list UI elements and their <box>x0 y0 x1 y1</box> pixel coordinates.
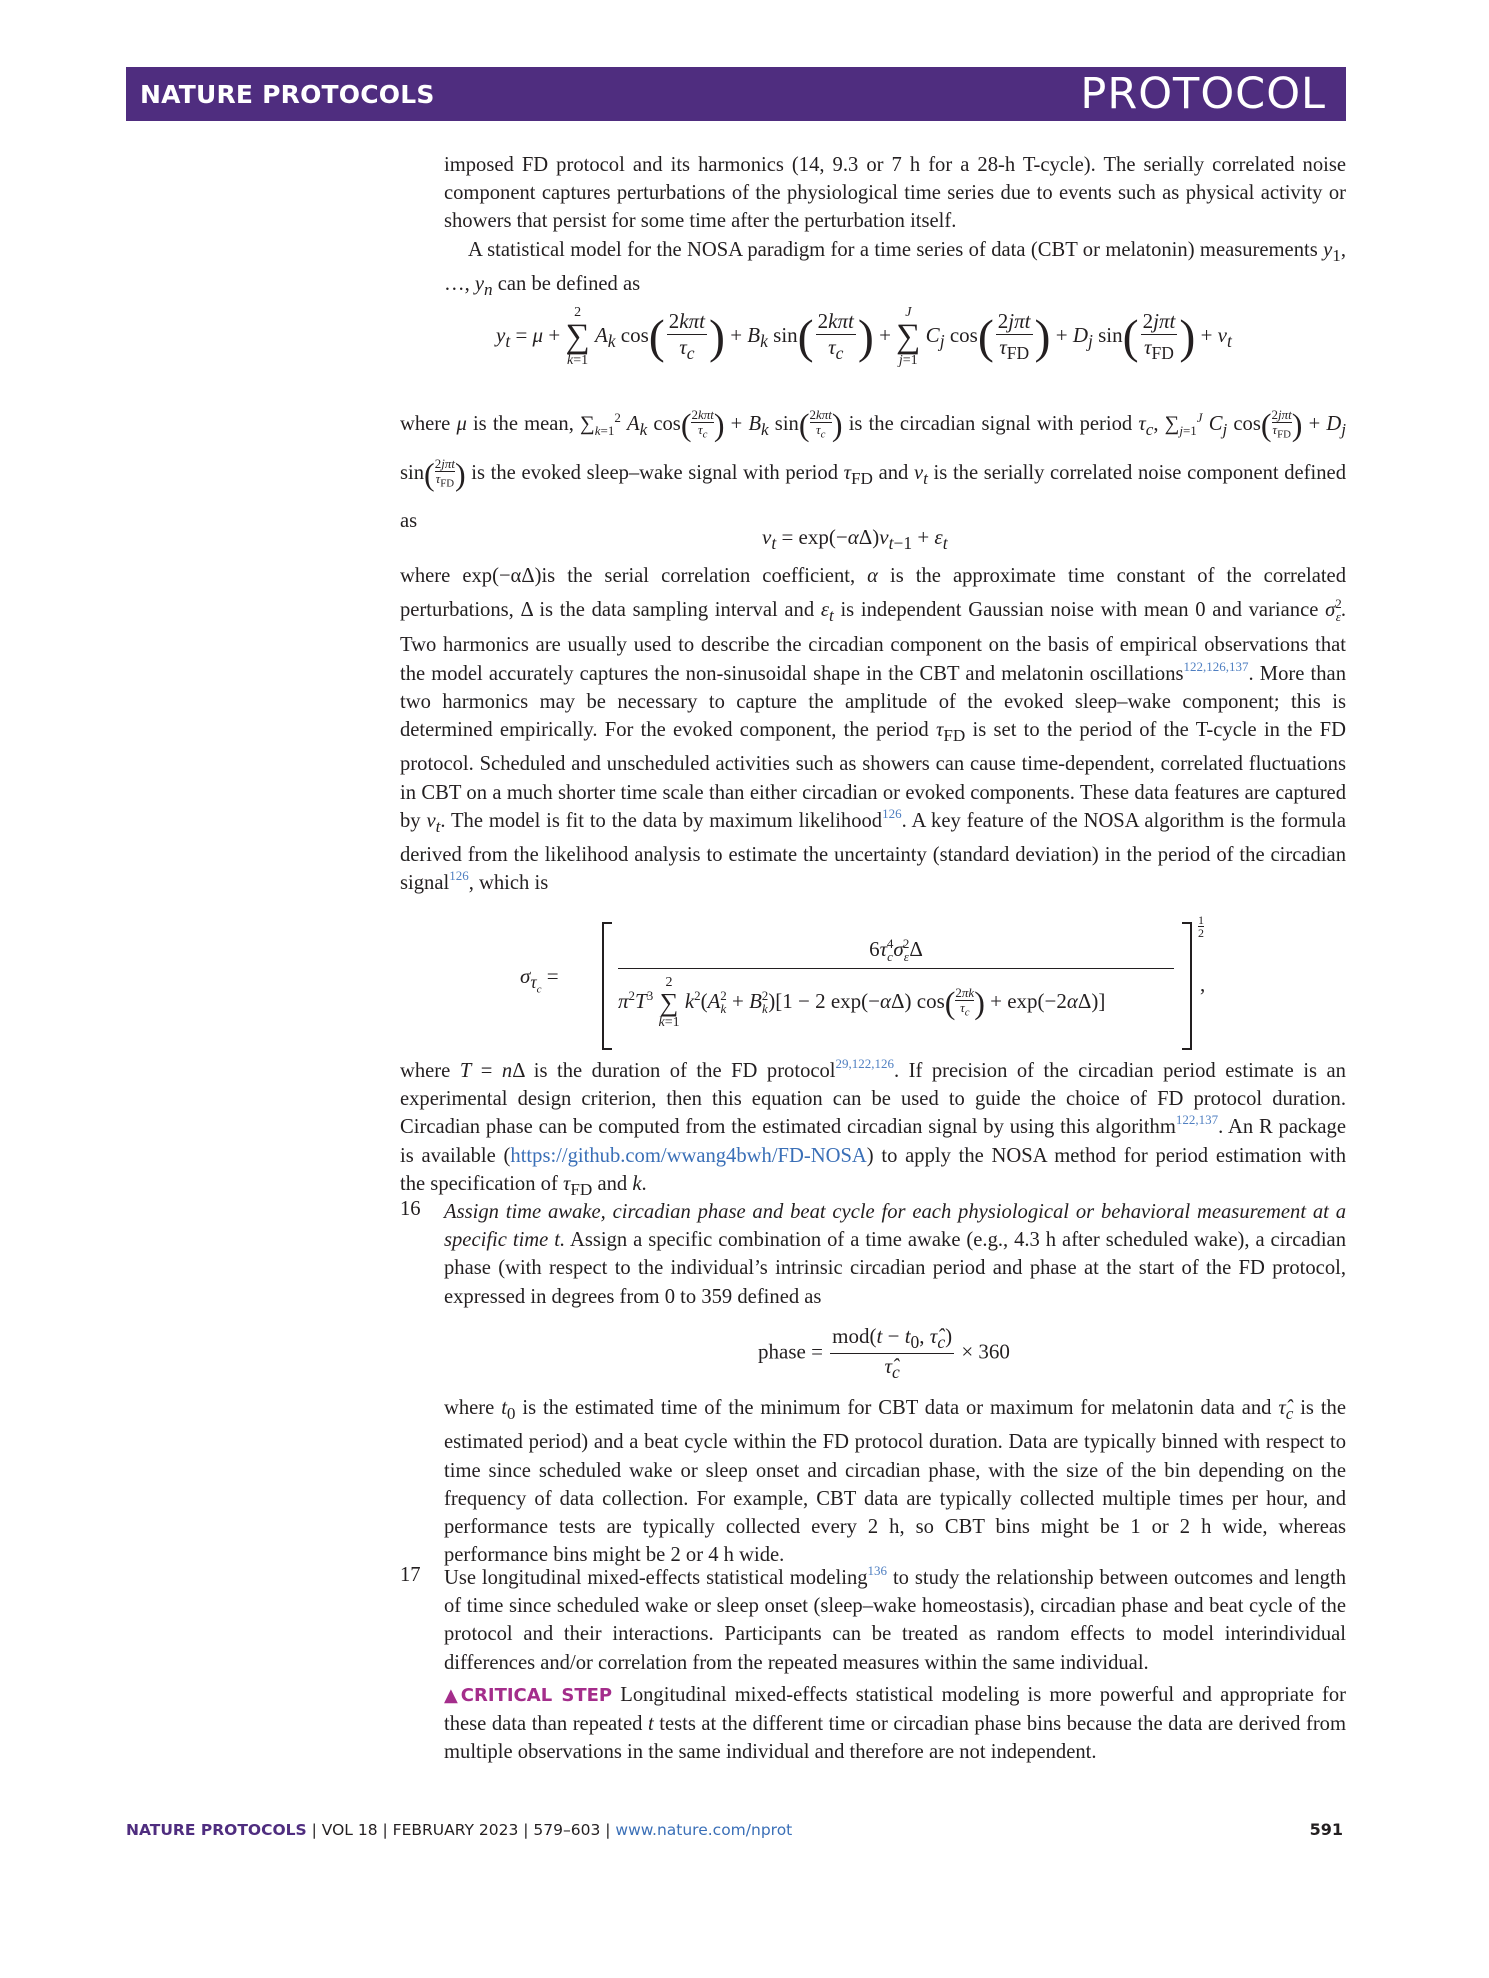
paragraph: where T = nΔ is the duration of the FD protocol$^{29,122,126}$. If precision of the circadian period estimate is an experimental design criterion, then this equation can be used to guide the choice of FD protocol duration. Circadian phase can be computed from the estimated circadian signal by using this algorithm$^{122,137}$. An R package is available (https://github.com/wwang4bwh/FD-NOSA) to apply the NOSA method for period estimation with the specification of $\tau_{FD}$ and k. <box>400 1056 1346 1199</box>
step-16-text-continued <box>444 1394 1346 1569</box>
journal-header-band <box>126 67 1346 121</box>
paragraph: Use longitudinal mixed-effects statistical modeling$^{136}$ to study the relationship between outcomes and length of time since scheduled wake or sleep onset (sleep–wake homeostasis), circadian phase and beat cycle of the protocol and their interactions. Participants can be treated as random effects to model interindividual differences and/or correlation from the repeated measures within the same individual. <box>444 1563 1346 1674</box>
footer-url[interactable]: www.nature.com/nprot <box>615 1821 793 1839</box>
paragraph: A statistical model for the NOSA paradigm for a time series of data (CBT or melatonin) measurements $y_1$, …, $y_n$ can be defined as <box>444 238 1346 300</box>
equation-model: $y_t = \mu$ + 2 ∑ k=1 $A_k$ cos( $\frac{\text{2kπt}}{\tau_c}$ ) + $B_k$ sin( $\frac{\text{2kπt}}{\tau_c}$ ) + J ∑ j=1 $C_j$ cos( $\frac{\text{2jπt}}{\tau_{FD}}$ ) + $D_j$ sin( $\frac{\text{2jπt}}{\tau_{FD}}$ ) + $v_t$ <box>496 305 1232 368</box>
step-number-16: 16 <box>400 1198 421 1220</box>
critical-step-label: ▲CRITICAL STEP <box>444 1684 613 1706</box>
step-16-text <box>444 1198 1346 1311</box>
paragraph: where exp(−αΔ)is the serial correlation coefficient, α is the approximate time constant of the correlated perturbations, Δ is the data sampling interval and $\varepsilon_t$ is independent Gaussian noise with mean 0 and variance $\sigma^2_\varepsilon$. Two harmonics are usually used to describe the circadian component on the basis of empirical observations that the model accurately captures the non-sinusoidal shape in the CBT and melatonin oscillations$^{122,126,137}$. More than two harmonics may be necessary to capture the amplitude of the evoked sleep–wake component; this is determined empirically. For the evoked component, the period $\tau_{FD}$ is set to the period of the T-cycle in the FD protocol. Scheduled and unscheduled activities such as showers can cause time-dependent, correlated fluctuations in CBT on a much shorter time scale than either circadian or evoked components. These data features are captured by $v_t$. The model is fit to the data by maximum likelihood$^{126}$. A key feature of the NOSA algorithm is the formula derived from the likelihood analysis to estimate the uncertainty (standard deviation) in the period of the circadian signal$^{126}$, which is <box>400 565 1346 895</box>
article-type: PROTOCOL <box>1080 69 1326 119</box>
paragraph: imposed FD protocol and its harmonics (14, 9.3 or 7 h for a 28-h T-cycle). The serially correlated noise component captures perturbations of the physiological time series due to events such as physical activity or showers that persist for some time after the perturbation itself. <box>444 154 1346 233</box>
equation-noise: $v_t = \exp(-\alpha\Delta)v_{t-1} + \varepsilon_t$ <box>762 525 948 554</box>
body-text-block-2 <box>400 396 1346 543</box>
body-text-block-4 <box>400 1057 1346 1204</box>
equation-phase: phase = $\frac{mod(t - t_0, \taû_c)}{\taû_c}$ × 360 <box>758 1324 1010 1383</box>
body-text-block-3 <box>400 562 1346 897</box>
github-link[interactable]: https://github.com/wwang4bwh/FD-NOSA <box>510 1144 867 1167</box>
step-number-17: 17 <box>400 1564 421 1586</box>
page-number: 591 <box>1309 1820 1343 1839</box>
body-text-block-1 <box>444 151 1346 304</box>
paragraph: where μ is the mean, $\sum_{k=1}^2$ $A_k$ cos( 2kπt $\tau_c$ ) + $B_k$ sin( 2kπt $\tau_c$ ) is the circadian signal with period $\tau_c$, $\sum_{j=1}^J$ $C_j$ cos( 2jπt $\tau_{FD}$ ) + $D_j$ sin( 2jπt $\tau_{FD}$ ) is the evoked sleep–wake signal with period $\tau_{FD}$ and $v_t$ is the serially correlated noise component defined as <box>400 406 1346 533</box>
page-footer: NATURE PROTOCOLS | VOL 18 | FEBRUARY 2023 | 579–603 | www.nature.com/nprot <box>126 1821 793 1839</box>
paragraph: Assign time awake, circadian phase and beat cycle for each physiological or behavioral measurement at a specific time t. Assign a specific combination of a time awake (e.g., 4.3 h after scheduled wake), a circadian phase (with respect to the individual’s intrinsic circadian period and phase at the start of the FD protocol, expressed in degrees from 0 to 359 defined as <box>444 1201 1346 1308</box>
step-17-text <box>444 1564 1346 1766</box>
footer-journal: NATURE PROTOCOLS <box>126 1821 307 1839</box>
critical-step: ▲CRITICAL STEP Longitudinal mixed-effects statistical modeling is more powerful and appropriate for these data than repeated t tests at the different time or circadian phase bins because the data are derived from multiple observations in the same individual and therefore are not independent. <box>444 1683 1346 1764</box>
equation-sigma: $\sigma_{\tau_c}$ = 1 2 , $6\tau_c^4\sigma_\varepsilon^2\Delta$ $\pi^2T^3$ 2 ∑ k=1 $k^2(A_k^2 + B_k^2)[1 - 2$ exp(−αΔ) cos( $\frac{2\pi k}{\tau_c}$ ) + exp(−2αΔ)] <box>520 922 1220 1052</box>
paragraph: where $t_0$ is the estimated time of the minimum for CBT data or maximum for melatonin data and $\taû_c$ is the estimated period) and a beat cycle within the FD protocol duration. Data are typically binned with respect to time since scheduled wake or sleep onset and circadian phase, with the size of the bin depending on the frequency of data collection. For example, CBT data are typically collected multiple times per hour, and performance tests are typically collected every 2 h, so CBT bins might be 1 or 2 h wide, whereas performance bins might be 2 or 4 h wide. <box>444 1397 1346 1567</box>
journal-name: NATURE PROTOCOLS <box>140 80 435 109</box>
